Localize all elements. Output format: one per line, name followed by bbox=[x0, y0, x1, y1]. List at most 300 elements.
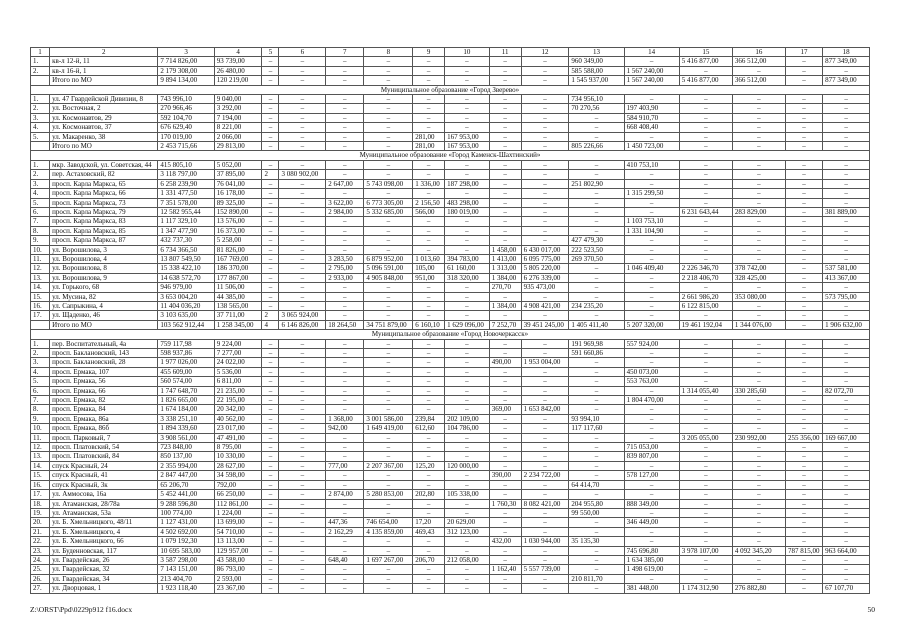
table-cell: – bbox=[445, 367, 490, 376]
section-heading-row bbox=[31, 151, 870, 160]
table-cell: 169 667,00 bbox=[823, 433, 870, 442]
table-cell: – bbox=[569, 396, 624, 405]
table-cell: – bbox=[489, 377, 521, 386]
table-cell: – bbox=[823, 254, 870, 263]
table-cell: 29 813,00 bbox=[214, 142, 262, 151]
table-cell: – bbox=[364, 377, 413, 386]
table-cell: – bbox=[521, 349, 569, 358]
table-cell: – bbox=[445, 565, 490, 574]
table-cell: 1 634 385,00 bbox=[624, 555, 679, 564]
table-cell: 1 405 411,40 bbox=[569, 320, 624, 329]
table-cell: 7. bbox=[31, 396, 50, 405]
table-row bbox=[31, 358, 870, 367]
table-cell: – bbox=[732, 555, 785, 564]
table-cell: 6 773 305,00 bbox=[364, 198, 413, 207]
table-cell: – bbox=[279, 443, 326, 452]
table-cell: – bbox=[624, 95, 679, 104]
table-cell: – bbox=[785, 499, 822, 508]
table-cell: 2 234 722,00 bbox=[521, 471, 569, 480]
table-cell: 4 bbox=[262, 320, 279, 329]
table-cell: – bbox=[785, 490, 822, 499]
table-cell: – bbox=[279, 480, 326, 489]
table-cell: – bbox=[785, 207, 822, 216]
table-row bbox=[31, 508, 870, 517]
table-cell: 44 385,00 bbox=[214, 292, 262, 301]
table-cell: 715 053,00 bbox=[624, 443, 679, 452]
table-cell: – bbox=[326, 349, 364, 358]
address-cell: ул. Б. Хмельницкого, 4 bbox=[50, 527, 158, 536]
table-cell: – bbox=[732, 471, 785, 480]
table-cell: 3 292,00 bbox=[214, 104, 262, 113]
table-cell: – bbox=[364, 142, 413, 151]
table-cell: – bbox=[364, 396, 413, 405]
table-cell: – bbox=[279, 236, 326, 245]
table-cell: – bbox=[569, 189, 624, 198]
table-cell: – bbox=[445, 104, 490, 113]
table-cell: – bbox=[262, 424, 279, 433]
address-cell: ул. Космонавтов, 29 bbox=[50, 113, 158, 122]
table-cell: – bbox=[785, 189, 822, 198]
table-cell: – bbox=[823, 508, 870, 517]
table-cell: – bbox=[413, 349, 445, 358]
table-cell: – bbox=[326, 104, 364, 113]
table-cell: – bbox=[521, 443, 569, 452]
table-cell: 13 576,00 bbox=[214, 217, 262, 226]
table-cell: – bbox=[413, 283, 445, 292]
table-cell: – bbox=[262, 236, 279, 245]
table-cell: – bbox=[279, 104, 326, 113]
table-cell: 1 313,00 bbox=[489, 264, 521, 273]
table-row bbox=[31, 123, 870, 132]
table-cell: 39 451 245,00 bbox=[521, 320, 569, 329]
table-cell: 9. bbox=[31, 414, 50, 423]
table-cell: – bbox=[823, 424, 870, 433]
table-cell: 251 802,90 bbox=[569, 179, 624, 188]
table-cell: – bbox=[445, 170, 490, 179]
table-cell: 1. bbox=[31, 160, 50, 169]
table-cell: 1 384,00 bbox=[489, 301, 521, 310]
table-cell: – bbox=[489, 76, 521, 85]
table-cell: – bbox=[679, 527, 732, 536]
table-cell: – bbox=[732, 301, 785, 310]
table-cell: – bbox=[785, 104, 822, 113]
table-cell: – bbox=[569, 264, 624, 273]
address-cell: ул. Сапрыкина, 4 bbox=[50, 301, 158, 310]
table-cell: 346 449,00 bbox=[624, 518, 679, 527]
table-cell: – bbox=[489, 311, 521, 320]
table-cell: 1 162,40 bbox=[489, 565, 521, 574]
table-cell: – bbox=[785, 236, 822, 245]
table-cell: 1 545 937,00 bbox=[569, 76, 624, 85]
table-cell: – bbox=[624, 254, 679, 263]
table-cell: – bbox=[624, 292, 679, 301]
table-row bbox=[31, 292, 870, 301]
table-cell: – bbox=[569, 198, 624, 207]
table-cell: 557 924,00 bbox=[624, 339, 679, 348]
table-cell: – bbox=[279, 405, 326, 414]
table-cell: – bbox=[732, 311, 785, 320]
table-cell: 7 194,00 bbox=[214, 113, 262, 122]
table-cell: – bbox=[489, 160, 521, 169]
table-cell: 3 908 561,00 bbox=[158, 433, 214, 442]
table-cell: – bbox=[279, 245, 326, 254]
table-cell: – bbox=[326, 226, 364, 235]
table-cell: – bbox=[785, 160, 822, 169]
table-cell: – bbox=[521, 104, 569, 113]
address-cell: ул. Атаманская, 28/78а bbox=[50, 499, 158, 508]
table-cell: – bbox=[489, 396, 521, 405]
col-num-cell: 17 bbox=[785, 48, 822, 57]
table-cell: – bbox=[326, 377, 364, 386]
table-row bbox=[31, 584, 870, 593]
table-cell: 1 347 477,90 bbox=[158, 226, 214, 235]
table-cell: – bbox=[679, 537, 732, 546]
table-cell: – bbox=[279, 254, 326, 263]
table-cell: – bbox=[732, 142, 785, 151]
table-cell: – bbox=[785, 443, 822, 452]
table-cell: 9 894 134,00 bbox=[158, 76, 214, 85]
table-cell: 432 737,30 bbox=[158, 236, 214, 245]
table-cell: – bbox=[326, 396, 364, 405]
table-cell: – bbox=[364, 386, 413, 395]
table-row bbox=[31, 311, 870, 320]
table-cell: – bbox=[326, 236, 364, 245]
table-cell: – bbox=[413, 113, 445, 122]
table-cell: – bbox=[262, 386, 279, 395]
table-cell: 206,70 bbox=[413, 555, 445, 564]
table-cell: 24. bbox=[31, 555, 50, 564]
table-cell: 366 512,00 bbox=[732, 57, 785, 66]
table-cell: – bbox=[262, 273, 279, 282]
table-cell: 12. bbox=[31, 264, 50, 273]
table-cell: 743 996,10 bbox=[158, 95, 214, 104]
table-cell: – bbox=[279, 113, 326, 122]
table-row bbox=[31, 301, 870, 310]
table-cell: – bbox=[262, 198, 279, 207]
table-cell: 2 874,00 bbox=[326, 490, 364, 499]
col-num-cell: 3 bbox=[158, 48, 214, 57]
table-cell: – bbox=[364, 537, 413, 546]
table-cell: – bbox=[823, 461, 870, 470]
table-cell: – bbox=[624, 433, 679, 442]
table-row bbox=[31, 339, 870, 348]
table-cell: – bbox=[732, 443, 785, 452]
table-cell: 1. bbox=[31, 339, 50, 348]
table-cell: – bbox=[364, 565, 413, 574]
table-cell: 7 714 826,00 bbox=[158, 57, 214, 66]
table-cell: – bbox=[279, 499, 326, 508]
table-cell: 8 082 421,00 bbox=[521, 499, 569, 508]
table-cell: 186 370,00 bbox=[214, 264, 262, 273]
table-cell: – bbox=[732, 461, 785, 470]
table-cell: – bbox=[279, 508, 326, 517]
table-row bbox=[31, 160, 870, 169]
table-cell: 3 978 107,00 bbox=[679, 546, 732, 555]
table-cell: 1 331 477,50 bbox=[158, 189, 214, 198]
col-num-cell: 10 bbox=[445, 48, 490, 57]
address-cell: Итого по МО bbox=[50, 142, 158, 151]
table-cell: – bbox=[279, 123, 326, 132]
table-cell: – bbox=[785, 367, 822, 376]
table-cell: – bbox=[279, 377, 326, 386]
table-cell: – bbox=[569, 226, 624, 235]
table-cell: – bbox=[279, 273, 326, 282]
table-cell: – bbox=[521, 452, 569, 461]
table-cell: – bbox=[569, 386, 624, 395]
table-cell: – bbox=[823, 518, 870, 527]
table-cell: – bbox=[262, 95, 279, 104]
table-cell: 1 977 026,00 bbox=[158, 358, 214, 367]
col-num-cell: 2 bbox=[50, 48, 158, 57]
table-cell: – bbox=[364, 76, 413, 85]
table-cell: – bbox=[262, 207, 279, 216]
table-row bbox=[31, 283, 870, 292]
table-cell: 120 219,00 bbox=[214, 76, 262, 85]
table-cell: 13 807 549,50 bbox=[158, 254, 214, 263]
table-cell: – bbox=[489, 198, 521, 207]
table-cell: – bbox=[679, 499, 732, 508]
table-cell: – bbox=[785, 405, 822, 414]
table-cell: – bbox=[679, 170, 732, 179]
table-cell: – bbox=[785, 254, 822, 263]
table-cell: 2 661 986,20 bbox=[679, 292, 732, 301]
table-cell: – bbox=[732, 527, 785, 536]
table-cell: – bbox=[785, 95, 822, 104]
table-cell: 566,00 bbox=[413, 207, 445, 216]
table-cell: – bbox=[262, 160, 279, 169]
table-cell: – bbox=[823, 198, 870, 207]
table-cell: – bbox=[732, 104, 785, 113]
table-cell: 270 966,46 bbox=[158, 104, 214, 113]
address-cell: ул. Дворцовая, 1 bbox=[50, 584, 158, 593]
table-cell: 4 092 345,20 bbox=[732, 546, 785, 555]
table-cell: – bbox=[823, 283, 870, 292]
table-cell: – bbox=[679, 565, 732, 574]
table-cell: 585 588,00 bbox=[569, 66, 624, 75]
table-cell: 170 019,00 bbox=[158, 132, 214, 141]
table-cell: – bbox=[732, 508, 785, 517]
table-cell: 3. bbox=[31, 358, 50, 367]
table-cell: – bbox=[569, 518, 624, 527]
table-cell: – bbox=[262, 518, 279, 527]
table-cell: – bbox=[413, 358, 445, 367]
table-row bbox=[31, 424, 870, 433]
address-cell: ул. Горького, 68 bbox=[50, 283, 158, 292]
address-cell: ул. 47 Гвардейской Дивизии, 8 bbox=[50, 95, 158, 104]
table-cell: 410 753,10 bbox=[624, 160, 679, 169]
table-cell: 93 739,00 bbox=[214, 57, 262, 66]
table-cell: – bbox=[624, 358, 679, 367]
table-cell: – bbox=[785, 555, 822, 564]
table-cell: – bbox=[785, 452, 822, 461]
table-cell: 951,00 bbox=[413, 273, 445, 282]
section-heading: Муниципальное образование «Город Каменск-Шахтинский» bbox=[31, 151, 870, 160]
table-cell: – bbox=[489, 292, 521, 301]
table-cell: – bbox=[569, 170, 624, 179]
table-cell: – bbox=[785, 123, 822, 132]
table-cell: 5. bbox=[31, 132, 50, 141]
table-cell: – bbox=[521, 207, 569, 216]
table-cell: 16. bbox=[31, 480, 50, 489]
table-cell: 8. bbox=[31, 226, 50, 235]
table-cell: – bbox=[732, 283, 785, 292]
data-table bbox=[30, 47, 870, 594]
table-cell: – bbox=[262, 264, 279, 273]
table-cell: – bbox=[823, 537, 870, 546]
address-cell: ул. Мусина, 82 bbox=[50, 292, 158, 301]
table-cell: – bbox=[364, 480, 413, 489]
table-cell: 37 895,00 bbox=[214, 170, 262, 179]
table-cell: 18 264,50 bbox=[326, 320, 364, 329]
table-cell: 20. bbox=[31, 518, 50, 527]
table-cell: – bbox=[489, 490, 521, 499]
table-cell: – bbox=[785, 66, 822, 75]
table-cell: – bbox=[785, 339, 822, 348]
table-cell: – bbox=[279, 424, 326, 433]
table-cell: – bbox=[624, 490, 679, 499]
table-cell: – bbox=[364, 226, 413, 235]
table-cell: 13. bbox=[31, 452, 50, 461]
table-cell: – bbox=[279, 142, 326, 151]
table-cell: – bbox=[279, 414, 326, 423]
table-cell: – bbox=[785, 574, 822, 583]
table-cell: – bbox=[823, 123, 870, 132]
table-cell: – bbox=[364, 160, 413, 169]
table-cell: – bbox=[732, 95, 785, 104]
table-cell: – bbox=[445, 236, 490, 245]
table-cell: 1 030 944,00 bbox=[521, 537, 569, 546]
table-cell: – bbox=[521, 414, 569, 423]
table-cell: – bbox=[679, 226, 732, 235]
table-cell: 2 795,00 bbox=[326, 264, 364, 273]
table-cell: 24 022,00 bbox=[214, 358, 262, 367]
table-cell: – bbox=[326, 113, 364, 122]
table-cell: – bbox=[279, 189, 326, 198]
table-cell: – bbox=[326, 95, 364, 104]
table-cell: – bbox=[262, 104, 279, 113]
table-cell: – bbox=[279, 555, 326, 564]
table-cell: 6. bbox=[31, 386, 50, 395]
table-cell: – bbox=[445, 283, 490, 292]
table-cell: 70 270,56 bbox=[569, 104, 624, 113]
table-cell: – bbox=[521, 584, 569, 593]
table-cell: – bbox=[279, 207, 326, 216]
table-cell: – bbox=[732, 367, 785, 376]
table-cell: 3 065 924,00 bbox=[279, 311, 326, 320]
table-cell: – bbox=[489, 123, 521, 132]
table-cell: – bbox=[326, 57, 364, 66]
table-cell: – bbox=[262, 217, 279, 226]
table-cell: – bbox=[521, 546, 569, 555]
table-cell: – bbox=[823, 565, 870, 574]
table-cell: – bbox=[521, 198, 569, 207]
table-cell: 312 123,00 bbox=[445, 527, 490, 536]
table-cell: 1 653 842,00 bbox=[521, 405, 569, 414]
table-cell: – bbox=[569, 471, 624, 480]
table-row bbox=[31, 433, 870, 442]
table-cell: – bbox=[364, 170, 413, 179]
table-cell: 787 815,00 bbox=[785, 546, 822, 555]
table-cell: 61 160,00 bbox=[445, 264, 490, 273]
col-num-cell: 9 bbox=[413, 48, 445, 57]
table-cell: 67 107,70 bbox=[823, 584, 870, 593]
table-cell: 455 609,00 bbox=[158, 367, 214, 376]
table-cell: – bbox=[785, 311, 822, 320]
table-cell: – bbox=[489, 480, 521, 489]
table-cell: – bbox=[569, 546, 624, 555]
table-cell: – bbox=[326, 480, 364, 489]
table-cell: – bbox=[413, 76, 445, 85]
table-cell: – bbox=[445, 57, 490, 66]
table-cell: – bbox=[679, 66, 732, 75]
table-cell: 573 795,00 bbox=[823, 292, 870, 301]
table-cell: – bbox=[823, 405, 870, 414]
table-cell: 10 695 583,00 bbox=[158, 546, 214, 555]
table-cell: – bbox=[732, 377, 785, 386]
table-cell: – bbox=[364, 546, 413, 555]
table-cell: – bbox=[732, 189, 785, 198]
table-cell: – bbox=[624, 508, 679, 517]
table-cell: 152 890,00 bbox=[214, 207, 262, 216]
table-row bbox=[31, 367, 870, 376]
table-cell: 1 450 723,00 bbox=[624, 142, 679, 151]
table-cell: 66 250,00 bbox=[214, 490, 262, 499]
table-cell: – bbox=[413, 95, 445, 104]
table-cell: 239,84 bbox=[413, 414, 445, 423]
table-cell: 2. bbox=[31, 66, 50, 75]
table-cell: – bbox=[679, 113, 732, 122]
table-cell: – bbox=[732, 254, 785, 263]
table-row bbox=[31, 104, 870, 113]
section-heading-row bbox=[31, 330, 870, 339]
table-cell: 3 653 004,20 bbox=[158, 292, 214, 301]
table-cell: – bbox=[326, 66, 364, 75]
table-cell: 180 019,00 bbox=[445, 207, 490, 216]
table-cell: 1 315 299,50 bbox=[624, 189, 679, 198]
table-cell: – bbox=[262, 132, 279, 141]
table-cell: – bbox=[445, 574, 490, 583]
table-cell: – bbox=[364, 443, 413, 452]
table-cell: – bbox=[823, 217, 870, 226]
table-cell: – bbox=[262, 189, 279, 198]
table-cell: – bbox=[785, 518, 822, 527]
table-cell: – bbox=[262, 358, 279, 367]
table-cell: 5. bbox=[31, 198, 50, 207]
table-cell: – bbox=[262, 527, 279, 536]
table-cell: 21 235,00 bbox=[214, 386, 262, 395]
table-cell: – bbox=[413, 339, 445, 348]
section-heading: Муниципальное образование «Город Зверево» bbox=[31, 85, 870, 94]
table-cell: 281,00 bbox=[413, 142, 445, 151]
table-cell: – bbox=[489, 104, 521, 113]
table-cell: – bbox=[569, 292, 624, 301]
table-cell: – bbox=[279, 358, 326, 367]
table-cell: – bbox=[262, 565, 279, 574]
table-cell: – bbox=[785, 142, 822, 151]
table-cell: 47 491,00 bbox=[214, 433, 262, 442]
table-cell: – bbox=[785, 113, 822, 122]
table-cell: 167 953,00 bbox=[445, 142, 490, 151]
table-cell: – bbox=[279, 198, 326, 207]
table-cell: 381 889,00 bbox=[823, 207, 870, 216]
table-cell: 1 174 312,90 bbox=[679, 584, 732, 593]
table-cell: – bbox=[364, 104, 413, 113]
table-cell: – bbox=[624, 480, 679, 489]
file-path-footer: Z:\ORST\Ppd\0229p912 f16.docx bbox=[30, 605, 133, 614]
table-cell: – bbox=[624, 301, 679, 310]
table-cell bbox=[31, 76, 50, 85]
table-cell: – bbox=[489, 424, 521, 433]
